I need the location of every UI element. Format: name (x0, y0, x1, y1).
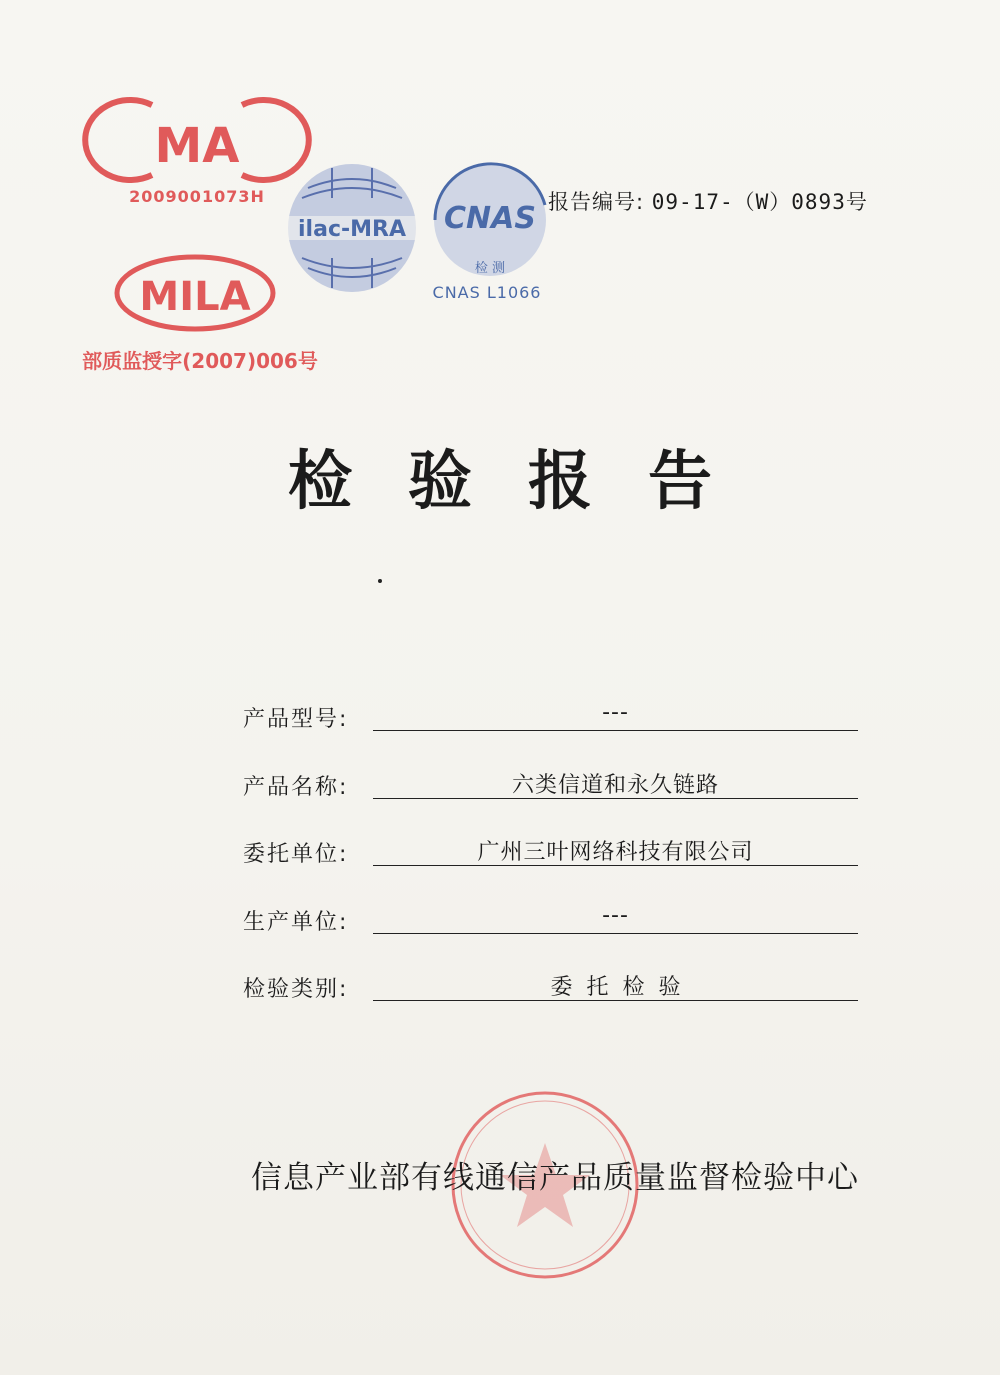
field-value: 六类信道和永久链路 (511, 772, 719, 798)
field-value: 委托检验 (550, 975, 695, 1000)
report-number-label: 报告编号: (548, 190, 645, 214)
report-fields (243, 690, 863, 1028)
field-label: 检验类别: (243, 977, 349, 1002)
cma-stamp-code: 2009001073H (129, 187, 265, 206)
report-number (548, 186, 868, 216)
cmal-stamp (82, 248, 318, 383)
ilac-logo-text: ilac-MRA (298, 217, 406, 242)
issuing-organization: 信息产业部有线通信产品质量监督检验中心 (251, 1160, 859, 1196)
field-label: 产品名称: (243, 774, 349, 800)
cma-stamp (112, 90, 282, 210)
field-label: 产品型号: (243, 707, 349, 732)
field-label: 生产单位: (243, 909, 349, 935)
field-product-model (243, 690, 863, 758)
field-manufacturer (243, 893, 863, 961)
field-underline (373, 1000, 858, 1001)
ilac-mra-logo (282, 158, 422, 298)
field-underline (373, 865, 858, 866)
cmal-stamp-code: 部质监授字(2007)006号 (82, 349, 318, 373)
ink-dot (378, 579, 382, 583)
field-value: --- (602, 902, 629, 928)
cmal-stamp-text: MILA (139, 274, 251, 320)
field-underline (373, 933, 858, 934)
cnas-logo-text: CNAS (444, 201, 536, 236)
field-inspection-type (243, 960, 863, 1028)
field-label: 委托单位: (243, 842, 349, 867)
cma-stamp-text: MA (154, 118, 240, 174)
field-underline (373, 798, 858, 799)
cnas-logo (425, 160, 560, 305)
field-product-name (243, 758, 863, 826)
page-title: 检验报告 (288, 445, 768, 519)
field-client (243, 825, 863, 893)
cnas-logo-code: CNAS L1066 (432, 283, 542, 302)
report-number-value: 09-17-（W）0893号 (651, 190, 868, 214)
field-value: 广州三叶网络科技有限公司 (477, 840, 754, 865)
field-underline (373, 730, 858, 731)
cnas-logo-sub: 检 测 (474, 261, 506, 276)
field-value: --- (602, 700, 629, 725)
